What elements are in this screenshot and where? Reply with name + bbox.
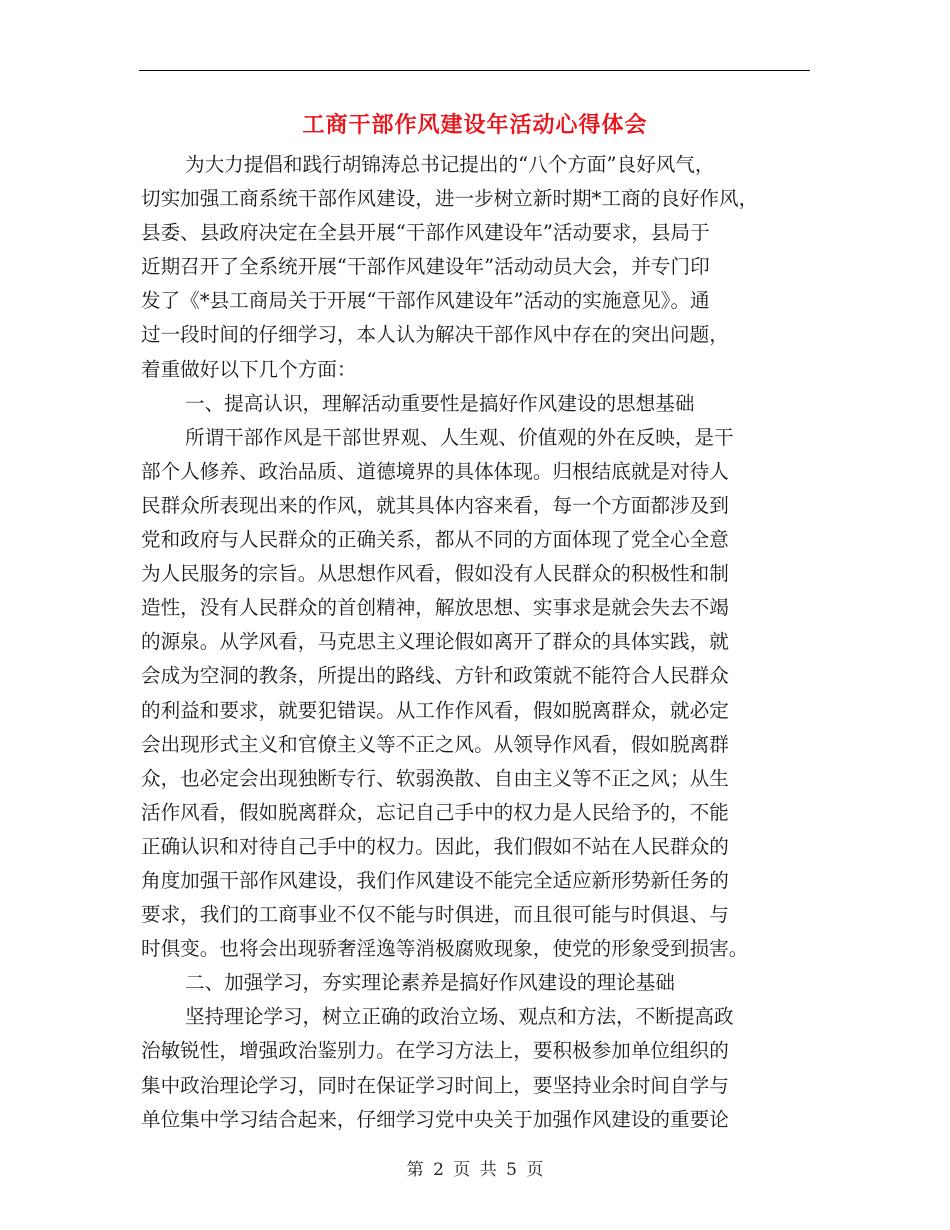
text-line: 切实加强工商系统干部作风建设，进一步树立新时期*工商的良好作风， <box>141 187 759 211</box>
text-line: 坚持理论学习，树立正确的政治立场、观点和方法，不断提高政 <box>185 1005 734 1029</box>
text-line: 时俱变。也将会出现骄奢淫逸等消极腐败现象，使党的形象受到损害。 <box>141 937 749 961</box>
text-line: 所谓干部作风是干部世界观、人生观、价值观的外在反映，是干 <box>185 425 734 449</box>
text-line: 近期召开了全系统开展“干部作风建设年”活动动员大会，并专门印 <box>141 255 710 279</box>
text-line: 的源泉。从学风看，马克思主义理论假如离开了群众的具体实践，就 <box>141 630 729 654</box>
header-rule <box>139 70 810 71</box>
text-line: 要求，我们的工商事业不仅不能与时俱进，而且很可能与时俱退、与 <box>141 903 729 927</box>
document-title: 工商干部作风建设年活动心得体会 <box>302 113 648 138</box>
text-line: 活作风看，假如脱离群众，忘记自己手中的权力是人民给予的，不能 <box>141 800 729 824</box>
text-line: 正确认识和对待自己手中的权力。因此，我们假如不站在人民群众的 <box>141 834 729 858</box>
page-footer: 第 2 页 共 5 页 <box>406 1160 544 1180</box>
text-line: 为人民服务的宗旨。从思想作风看，假如没有人民群众的积极性和制 <box>141 562 729 586</box>
text-line: 造性，没有人民群众的首创精神，解放思想、实事求是就会失去不竭 <box>141 596 729 620</box>
text-line: 单位集中学习结合起来，仔细学习党中央关于加强作风建设的重要论 <box>141 1107 729 1131</box>
text-line: 二、加强学习，夯实理论素养是搞好作风建设的理论基础 <box>185 971 675 995</box>
text-line: 发了《*县工商局关于开展“干部作风建设年”活动的实施意见》。通 <box>141 289 710 313</box>
text-line: 的利益和要求，就要犯错误。从工作作风看，假如脱离群众，就必定 <box>141 698 729 722</box>
text-line: 治敏锐性，增强政治鉴别力。在学习方法上，要积极参加单位组织的 <box>141 1039 729 1063</box>
text-line: 会出现形式主义和官僚主义等不正之风。从领导作风看，假如脱离群 <box>141 732 729 756</box>
text-line: 会成为空洞的教条，所提出的路线、方针和政策就不能符合人民群众 <box>141 664 729 688</box>
text-line: 党和政府与人民群众的正确关系，都从不同的方面体现了党全心全意 <box>141 528 729 552</box>
document-body <box>141 148 813 1137</box>
text-line: 部个人修养、政治品质、道德境界的具体体现。归根结底就是对待人 <box>141 459 729 483</box>
text-line: 过一段时间的仔细学习，本人认为解决干部作风中存在的突出问题， <box>141 323 729 347</box>
text-line: 为大力提倡和践行胡锦涛总书记提出的“八个方面”良好风气， <box>185 153 715 176</box>
text-line: 着重做好以下几个方面： <box>141 357 357 381</box>
text-line: 民群众所表现出来的作风，就其具体内容来看，每一个方面都涉及到 <box>141 493 729 517</box>
text-line: 县委、县政府决定在全县开展“干部作风建设年”活动要求，县局于 <box>141 221 710 245</box>
text-line: 一、提高认识，理解活动重要性是搞好作风建设的思想基础 <box>185 391 695 415</box>
text-line: 集中政治理论学习，同时在保证学习时间上，要坚持业余时间自学与 <box>141 1073 729 1097</box>
text-line: 角度加强干部作风建设，我们作风建设不能完全适应新形势新任务的 <box>141 868 729 892</box>
text-line: 众，也必定会出现独断专行、软弱涣散、自由主义等不正之风；从生 <box>141 766 729 790</box>
